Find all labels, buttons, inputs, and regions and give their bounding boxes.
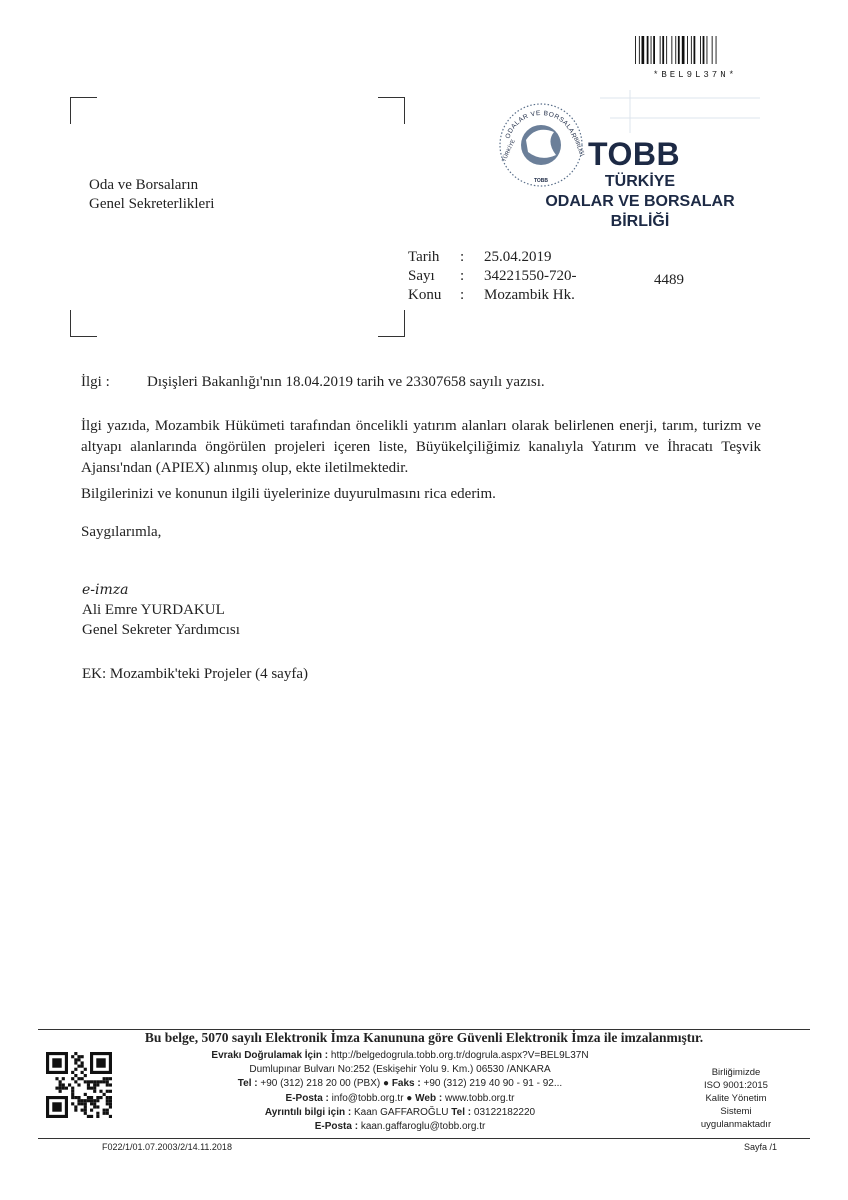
reference-text: Dışişleri Bakanlığı'nın 18.04.2019 tarih ve 23307658 sayılı yazısı. (147, 374, 545, 390)
contact-email-link[interactable]: kaan.gaffaroglu@tobb.org.tr (360, 1121, 486, 1133)
footer-contact (120, 1049, 680, 1134)
date-row (408, 248, 577, 267)
subject-value: Mozambik Hk. (484, 287, 575, 303)
signer-block (82, 600, 240, 640)
seal-left-text: TÜRKİYE (501, 138, 517, 163)
contact-email-line (120, 1120, 680, 1134)
barcode-text: *BEL9L37N* (652, 70, 737, 80)
subject-separator: : (460, 287, 465, 303)
date-label: Tarih (408, 249, 440, 265)
address-line: Dumlupınar Bulvarı No:252 (Eskişehir Yolu 9. Km.) 06530 /ANKARA (249, 1064, 551, 1076)
email-label: E-Posta : (285, 1092, 329, 1104)
recipient-line-1: Oda ve Borsaların (89, 177, 199, 193)
reference-line (81, 374, 545, 391)
cert-line-5: uygulanmaktadır (700, 1119, 772, 1130)
date-separator: : (460, 249, 465, 265)
web-label: Web : (415, 1092, 443, 1104)
contact-label: Ayrıntılı bilgi için : (264, 1106, 352, 1118)
e-signature-mark: e-imza (82, 582, 129, 598)
logo-name: TOBB (588, 136, 681, 172)
reference-label: İlgi : (81, 374, 110, 390)
fax-label: Faks : (391, 1078, 421, 1090)
seal-bottom-text: TOBB (533, 178, 549, 184)
qr-code-image (46, 1052, 112, 1118)
verify-link[interactable]: http://belgedogrula.tobb.org.tr/dogrula.aspx?V=BEL9L37N (330, 1050, 589, 1061)
contact-tel-value: 03122182220 (473, 1106, 536, 1118)
signer-title: Genel Sekreter Yardımcısı (82, 622, 240, 638)
attachment-line: EK: Mozambik'teki Projeler (4 sayfa) (82, 666, 308, 682)
address-corner-top-right (378, 97, 405, 124)
tel-value: +90 (312) 218 20 00 (PBX) (260, 1078, 381, 1090)
address-corner-bottom-left (70, 310, 97, 337)
contact-tel-label: Tel : (451, 1106, 472, 1118)
number-value: 34221550-720- (484, 268, 577, 284)
phone-line: Tel : +90 (312) 218 20 00 (PBX) ● Faks : +90 (312) 219 40 90 - 91 - 92... (237, 1078, 563, 1090)
contact-name: Kaan GAFFAROĞLU (354, 1106, 449, 1118)
recipient-block (89, 176, 214, 214)
cert-line-4: Sistemi (720, 1106, 752, 1117)
cert-line-2: ISO 9001:2015 (704, 1080, 768, 1091)
number-extra: 4489 (654, 272, 684, 288)
number-row (408, 267, 577, 286)
verify-line (120, 1049, 680, 1063)
subject-label: Konu (408, 287, 442, 303)
contact-line (120, 1106, 680, 1120)
logo-line-3: BİRLİĞİ (610, 213, 670, 230)
email-line: E-Posta : info@tobb.org.tr ● Web : www.tobb.org.tr (285, 1092, 515, 1104)
logo-line-2: ODALAR VE BORSALAR (545, 193, 735, 210)
barcode-image (634, 34, 756, 74)
quality-certificate (676, 1066, 796, 1131)
cert-line-3: Kalite Yönetim (705, 1093, 767, 1104)
closing: Saygılarımla, (81, 524, 162, 540)
email-link[interactable]: info@tobb.org.tr (331, 1092, 404, 1104)
document-meta (408, 248, 577, 305)
body-paragraph-2: Bilgilerinizi ve konunun ilgili üyelerinize duyurulmasını rica ederim. (81, 486, 496, 502)
page-number: Sayfa /1 (744, 1142, 778, 1152)
number-label: Sayı (408, 268, 435, 284)
contact-email-label: E-Posta : (314, 1121, 359, 1133)
form-code: F022/1/01.07.2003/2/14.11.2018 (102, 1142, 232, 1152)
seal-right-text: BİRLİĞİ (572, 136, 585, 158)
footer-bottom-rule (38, 1138, 810, 1139)
fax-value: +90 (312) 219 40 90 - 91 - 92... (423, 1078, 563, 1090)
footer-title: Bu belge, 5070 sayılı Elektronik İmza Kanununa göre Güvenli Elektronik İmza ile imzalanmıştır. (144, 1030, 704, 1045)
date-value: 25.04.2019 (484, 249, 552, 265)
body-paragraph-1: İlgi yazıda, Mozambik Hükümeti tarafından öncelikli yatırım alanları olarak belirlenen enerji, tarım, turizm ve altyapı alanlarında öngörülen projeleri içeren liste, Büyükelçiliğimiz kanalıyla Yatırım ve İhracatı Teşvik Ajansı'ndan (APIEX) alınmış olup, ekte iletilmektedir. (81, 418, 761, 476)
logo-line-1: TÜRKİYE (604, 173, 676, 190)
logo-subtitle (540, 172, 740, 232)
signer-name: Ali Emre YURDAKUL (82, 602, 225, 618)
seal-text: ODALAR VE BORSALAR (504, 109, 578, 140)
address-corner-top-left (70, 97, 97, 124)
verify-label: Evrakı Doğrulamak İçin : (211, 1050, 329, 1061)
subject-row (408, 286, 577, 305)
recipient-line-2: Genel Sekreterlikleri (89, 196, 215, 212)
tel-label: Tel : (237, 1078, 258, 1090)
cert-line-1: Birliğimizde (711, 1067, 761, 1078)
web-link[interactable]: www.tobb.org.tr (444, 1092, 515, 1104)
address-corner-bottom-right (378, 310, 405, 337)
number-separator: : (460, 268, 465, 284)
